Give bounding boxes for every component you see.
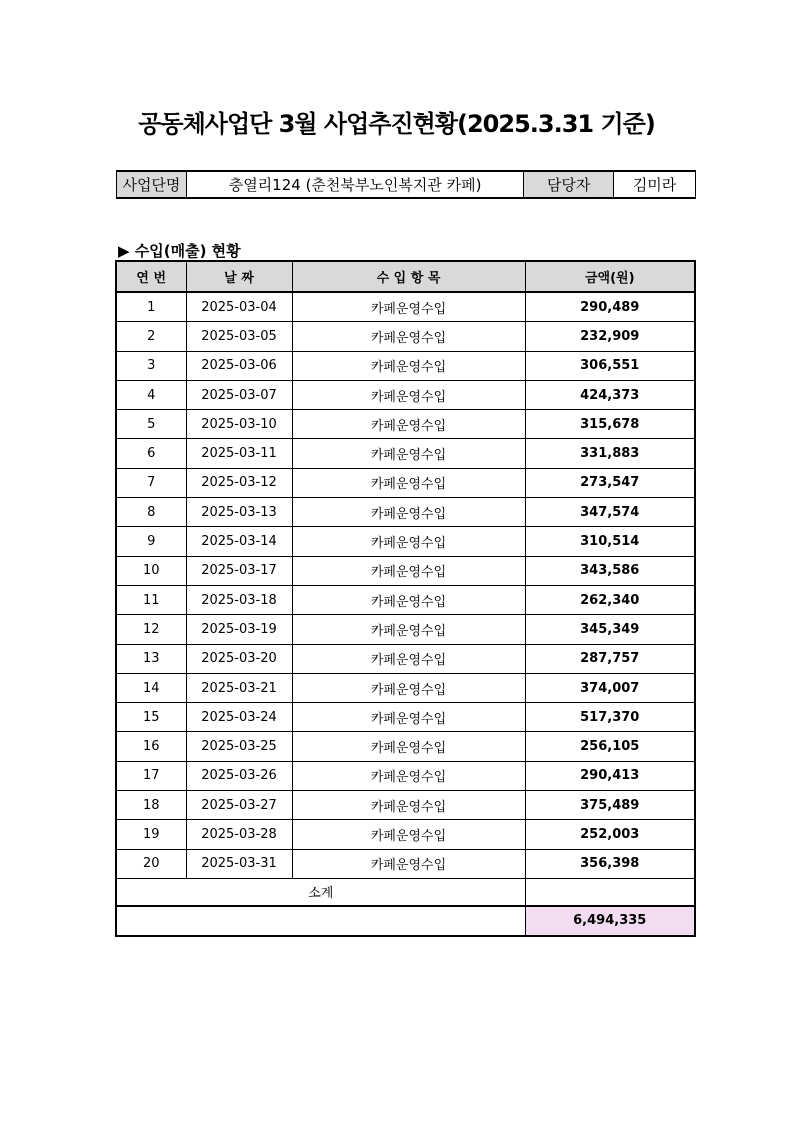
row-item: 카페운영수입 <box>292 761 525 790</box>
row-amount: 290,489 <box>525 292 695 322</box>
total-label-cell <box>116 906 525 936</box>
row-amount: 252,003 <box>525 820 695 849</box>
row-date: 2025-03-11 <box>186 439 292 468</box>
manager-label: 담당자 <box>524 171 614 198</box>
row-amount: 306,551 <box>525 351 695 380</box>
table-row <box>116 292 695 322</box>
table-row <box>116 527 695 556</box>
row-amount: 256,105 <box>525 732 695 761</box>
row-date: 2025-03-04 <box>186 292 292 322</box>
row-item: 카페운영수입 <box>292 380 525 409</box>
row-amount: 424,373 <box>525 380 695 409</box>
row-amount: 343,586 <box>525 556 695 585</box>
row-number: 11 <box>116 585 186 614</box>
total-row <box>116 906 695 936</box>
row-item: 카페운영수입 <box>292 585 525 614</box>
document-title: 공동체사업단 3월 사업추진현황(2025.3.31 기준) <box>138 110 655 138</box>
row-date: 2025-03-19 <box>186 615 292 644</box>
table-row <box>116 380 695 409</box>
table-row <box>116 585 695 614</box>
table-row <box>116 351 695 380</box>
row-number: 17 <box>116 761 186 790</box>
row-amount: 287,757 <box>525 644 695 673</box>
row-number: 6 <box>116 439 186 468</box>
subtotal-row <box>116 878 695 906</box>
row-date: 2025-03-13 <box>186 498 292 527</box>
row-number: 18 <box>116 791 186 820</box>
row-item: 카페운영수입 <box>292 849 525 878</box>
row-number: 12 <box>116 615 186 644</box>
subtotal-empty <box>525 878 695 906</box>
table-row <box>116 410 695 439</box>
row-date: 2025-03-12 <box>186 468 292 497</box>
header-item: 수 입 항 목 <box>292 261 525 292</box>
table-row <box>116 761 695 790</box>
row-amount: 347,574 <box>525 498 695 527</box>
row-amount: 232,909 <box>525 322 695 351</box>
row-number: 10 <box>116 556 186 585</box>
business-name-label: 사업단명 <box>117 171 187 198</box>
row-item: 카페운영수입 <box>292 439 525 468</box>
row-number: 14 <box>116 673 186 702</box>
table-row <box>116 820 695 849</box>
business-info-table <box>116 170 696 199</box>
table-row <box>116 644 695 673</box>
table-row <box>116 439 695 468</box>
row-number: 3 <box>116 351 186 380</box>
row-number: 1 <box>116 292 186 322</box>
row-date: 2025-03-05 <box>186 322 292 351</box>
row-number: 9 <box>116 527 186 556</box>
row-date: 2025-03-14 <box>186 527 292 556</box>
section-title: ▶ 수입(매출) 현황 <box>118 242 241 260</box>
row-date: 2025-03-17 <box>186 556 292 585</box>
row-item: 카페운영수입 <box>292 292 525 322</box>
row-item: 카페운영수입 <box>292 820 525 849</box>
row-number: 16 <box>116 732 186 761</box>
row-amount: 375,489 <box>525 791 695 820</box>
row-item: 카페운영수입 <box>292 791 525 820</box>
row-number: 8 <box>116 498 186 527</box>
business-name-value: 충열리124 (춘천북부노인복지관 카페) <box>186 171 523 198</box>
table-row <box>116 322 695 351</box>
table-row <box>116 468 695 497</box>
row-amount: 356,398 <box>525 849 695 878</box>
row-date: 2025-03-10 <box>186 410 292 439</box>
row-amount: 273,547 <box>525 468 695 497</box>
table-row <box>116 673 695 702</box>
row-amount: 331,883 <box>525 439 695 468</box>
row-item: 카페운영수입 <box>292 527 525 556</box>
row-item: 카페운영수입 <box>292 732 525 761</box>
row-number: 7 <box>116 468 186 497</box>
row-date: 2025-03-06 <box>186 351 292 380</box>
table-row <box>116 849 695 878</box>
table-row <box>116 703 695 732</box>
row-date: 2025-03-07 <box>186 380 292 409</box>
row-amount: 262,340 <box>525 585 695 614</box>
row-item: 카페운영수입 <box>292 468 525 497</box>
total-amount: 6,494,335 <box>525 906 695 936</box>
row-number: 15 <box>116 703 186 732</box>
row-amount: 374,007 <box>525 673 695 702</box>
row-amount: 315,678 <box>525 410 695 439</box>
table-row <box>116 498 695 527</box>
revenue-table <box>115 260 696 937</box>
table-header-row <box>116 261 695 292</box>
row-number: 5 <box>116 410 186 439</box>
row-number: 4 <box>116 380 186 409</box>
row-amount: 310,514 <box>525 527 695 556</box>
row-item: 카페운영수입 <box>292 615 525 644</box>
row-item: 카페운영수입 <box>292 410 525 439</box>
row-item: 카페운영수입 <box>292 644 525 673</box>
row-number: 2 <box>116 322 186 351</box>
header-no: 연 번 <box>116 261 186 292</box>
row-number: 13 <box>116 644 186 673</box>
table-row <box>116 791 695 820</box>
header-amount: 금액(원) <box>525 261 695 292</box>
row-item: 카페운영수입 <box>292 703 525 732</box>
subtotal-label: 소계 <box>116 878 525 906</box>
row-item: 카페운영수입 <box>292 673 525 702</box>
row-date: 2025-03-26 <box>186 761 292 790</box>
row-number: 19 <box>116 820 186 849</box>
table-row <box>116 556 695 585</box>
row-date: 2025-03-31 <box>186 849 292 878</box>
row-date: 2025-03-18 <box>186 585 292 614</box>
row-item: 카페운영수입 <box>292 351 525 380</box>
row-date: 2025-03-24 <box>186 703 292 732</box>
row-amount: 290,413 <box>525 761 695 790</box>
row-item: 카페운영수입 <box>292 556 525 585</box>
row-date: 2025-03-28 <box>186 820 292 849</box>
manager-value: 김미라 <box>614 171 696 198</box>
row-item: 카페운영수입 <box>292 498 525 527</box>
row-date: 2025-03-25 <box>186 732 292 761</box>
row-number: 20 <box>116 849 186 878</box>
row-amount: 517,370 <box>525 703 695 732</box>
row-date: 2025-03-20 <box>186 644 292 673</box>
row-date: 2025-03-27 <box>186 791 292 820</box>
row-amount: 345,349 <box>525 615 695 644</box>
table-row <box>116 732 695 761</box>
header-date: 날 짜 <box>186 261 292 292</box>
row-item: 카페운영수입 <box>292 322 525 351</box>
row-date: 2025-03-21 <box>186 673 292 702</box>
table-row <box>116 615 695 644</box>
